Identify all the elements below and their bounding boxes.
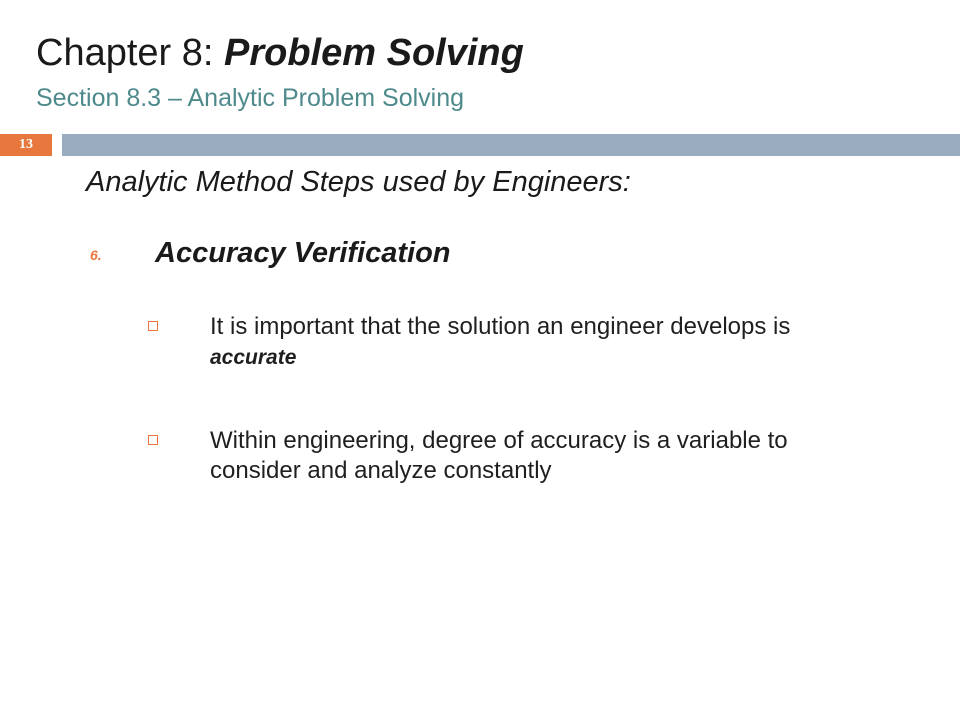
slide-subtitle: Section 8.3 – Analytic Problem Solving xyxy=(36,84,465,112)
bullet-text xyxy=(210,312,860,373)
section-heading: Analytic Method Steps used by Engineers: xyxy=(86,166,631,198)
slide-title xyxy=(36,30,524,76)
square-bullet-icon xyxy=(148,435,158,445)
header-rule-bar xyxy=(62,134,960,156)
title-prefix: Chapter 8: xyxy=(36,32,224,74)
bullet-emphasis: accurate xyxy=(210,346,297,369)
square-bullet-icon xyxy=(148,321,158,331)
step-number: 6. xyxy=(90,247,102,263)
title-emphasis: Problem Solving xyxy=(224,32,524,74)
step-title: Accuracy Verification xyxy=(155,237,451,269)
page-number-badge: 13 xyxy=(0,134,52,156)
bullet-text: Within engineering, degree of accuracy is a variable to consider and analyze constantly xyxy=(210,427,788,484)
bullet-text-main: It is important that the solution an engineer develops is xyxy=(210,313,791,340)
